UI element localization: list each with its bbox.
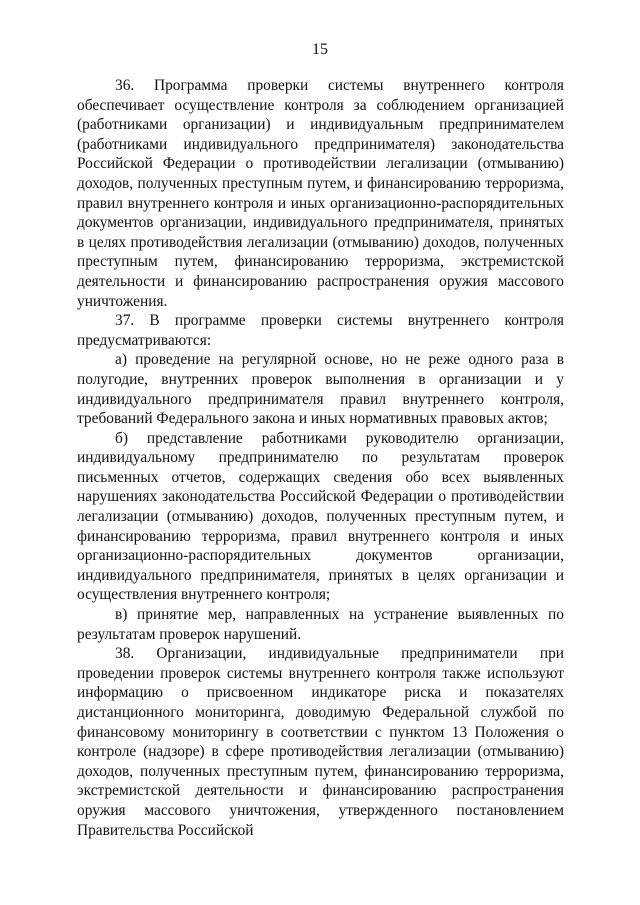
paragraph-37-a: а) проведение на регулярной основе, но не реже одного раза в полугодие, внутренних проверок выполнения в организации и у индивидуального предпринимателя правил внутреннего контроля, требований Федерального закона и иных нормативных правовых актов; xyxy=(77,351,564,428)
paragraph-36: 36. Программа проверки системы внутреннего контроля обеспечивает осуществление контроля за соблюдением организацией (работниками организации) и индивидуальным предпринимателем (работниками индивидуального предпринимателя) законодательства Российской Федерации о противодействии легализации (отмыванию) доходов, полученных преступным путем, и финансированию терроризма, правил внутреннего контроля и иных организационно-распорядительных документов организации, индивидуального предпринимателя, принятых в целях противодействия легализации (отмыванию) доходов, полученных преступным путем, финансированию терроризма, экстремистской деятельности и финансированию распространения оружия массового уничтожения. xyxy=(77,77,564,310)
document-body xyxy=(77,76,564,840)
paragraph-37: 37. В программе проверки системы внутреннего контроля предусматриваются: xyxy=(77,312,564,349)
page-number: 15 xyxy=(312,41,328,58)
paragraph-38: 38. Организации, индивидуальные предприниматели при проведении проверок системы внутреннего контроля также используют информацию о присвоенном индикаторе риска и показателях дистанционного мониторинга, доводимую Федеральной службой по финансовому мониторингу в соответствии с пунктом 13 Положения о контроле (надзоре) в сфере противодействия легализации (отмыванию) доходов, полученных преступным путем, финансированию терроризма, экстремистской деятельности и финансированию распространения оружия массового уничтожения, утвержденного постановлением Правительства Российской xyxy=(77,645,564,839)
paragraph-37-b: б) представление работниками руководителю организации, индивидуальному предпринимателю по результатам проверок письменных отчетов, содержащих сведения обо всех выявленных нарушениях законодательства Российской Федерации о противодействии легализации (отмыванию) доходов, полученных преступным путем, и финансированию терроризма, правил внутреннего контроля и иных организационно-распорядительных документов организации, индивидуального предпринимателя, принятых в целях организации и осуществления внутреннего контроля; xyxy=(77,429,564,604)
paragraph-37-c: в) принятие мер, направленных на устранение выявленных по результатам проверок нарушений. xyxy=(77,606,564,643)
